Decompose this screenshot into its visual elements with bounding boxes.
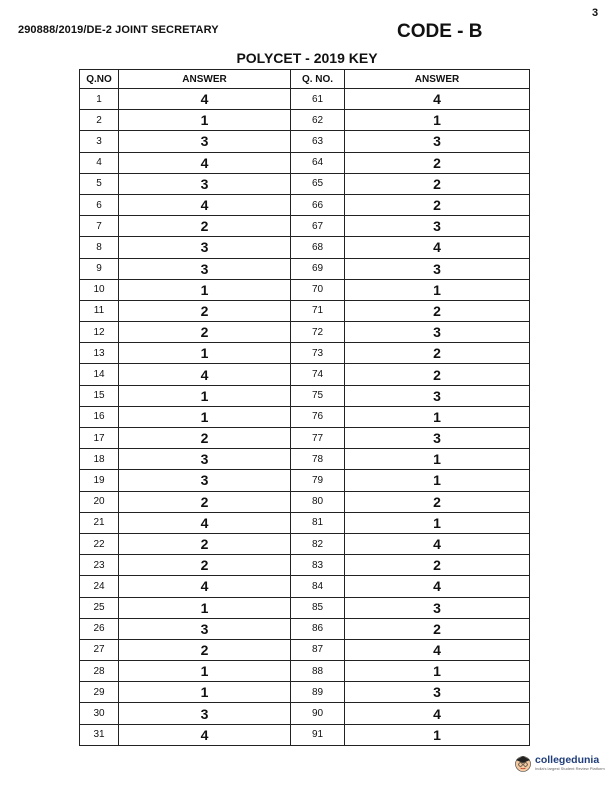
- question-number: 27: [80, 639, 119, 660]
- answer-value: 4: [119, 364, 291, 385]
- question-number: 75: [291, 385, 345, 406]
- question-number: 81: [291, 512, 345, 533]
- answer-value: 3: [119, 258, 291, 279]
- question-number: 31: [80, 724, 119, 745]
- table-row: [80, 597, 530, 618]
- answer-value: 3: [119, 237, 291, 258]
- question-number: 78: [291, 449, 345, 470]
- table-row: [80, 449, 530, 470]
- answer-value: 3: [345, 216, 530, 237]
- table-row: [80, 385, 530, 406]
- answer-value: 2: [345, 173, 530, 194]
- question-number: 5: [80, 173, 119, 194]
- answer-value: 2: [119, 300, 291, 321]
- answer-value: 2: [345, 555, 530, 576]
- answer-value: 1: [119, 597, 291, 618]
- officer-designation: JOINT SECRETARY: [115, 24, 219, 36]
- answer-value: 2: [345, 194, 530, 215]
- question-number: 71: [291, 300, 345, 321]
- question-number: 87: [291, 639, 345, 660]
- answer-value: 1: [119, 406, 291, 427]
- table-row: [80, 258, 530, 279]
- watermark-text: [535, 755, 605, 771]
- answer-value: 2: [119, 322, 291, 343]
- answer-value: 1: [345, 279, 530, 300]
- table-row: [80, 576, 530, 597]
- question-number: 69: [291, 258, 345, 279]
- table-row: [80, 279, 530, 300]
- answer-value: 1: [119, 385, 291, 406]
- question-number: 77: [291, 428, 345, 449]
- answer-value: 1: [345, 470, 530, 491]
- question-number: 82: [291, 533, 345, 554]
- question-number: 28: [80, 661, 119, 682]
- question-number: 89: [291, 682, 345, 703]
- answer-value: 1: [119, 682, 291, 703]
- question-number: 86: [291, 618, 345, 639]
- answer-value: 3: [345, 258, 530, 279]
- column-header-answer-left: ANSWER: [119, 70, 291, 89]
- answer-value: 3: [119, 470, 291, 491]
- column-header-qno-right: Q. NO.: [291, 70, 345, 89]
- table-row: [80, 512, 530, 533]
- table-row: [80, 152, 530, 173]
- table-row: [80, 428, 530, 449]
- page-title: [0, 50, 612, 66]
- answer-value: 4: [119, 724, 291, 745]
- collegedunia-mascot-icon: [514, 754, 532, 772]
- question-number: 62: [291, 110, 345, 131]
- answer-value: 1: [119, 110, 291, 131]
- question-number: 61: [291, 89, 345, 110]
- answer-value: 1: [345, 406, 530, 427]
- table-row: [80, 470, 530, 491]
- answer-value: 2: [119, 491, 291, 512]
- answer-value: 4: [119, 512, 291, 533]
- question-number: 23: [80, 555, 119, 576]
- table-row: [80, 555, 530, 576]
- question-number: 11: [80, 300, 119, 321]
- question-number: 19: [80, 470, 119, 491]
- question-number: 6: [80, 194, 119, 215]
- question-number: 15: [80, 385, 119, 406]
- answer-value: 1: [345, 110, 530, 131]
- question-number: 79: [291, 470, 345, 491]
- watermark: [514, 754, 605, 772]
- page-number: 3: [592, 7, 599, 19]
- table-row: [80, 173, 530, 194]
- answer-value: 3: [119, 449, 291, 470]
- table-row: [80, 661, 530, 682]
- question-number: 24: [80, 576, 119, 597]
- question-number: 4: [80, 152, 119, 173]
- question-number: 88: [291, 661, 345, 682]
- question-number: 14: [80, 364, 119, 385]
- question-number: 68: [291, 237, 345, 258]
- question-number: 80: [291, 491, 345, 512]
- answer-value: 3: [345, 322, 530, 343]
- question-number: 10: [80, 279, 119, 300]
- question-number: 13: [80, 343, 119, 364]
- question-number: 26: [80, 618, 119, 639]
- question-number: 91: [291, 724, 345, 745]
- question-number: 70: [291, 279, 345, 300]
- answer-value: 4: [119, 194, 291, 215]
- answer-value: 1: [119, 279, 291, 300]
- table-row: [80, 724, 530, 745]
- table-row: [80, 618, 530, 639]
- answer-value: 4: [345, 237, 530, 258]
- answer-value: 2: [345, 364, 530, 385]
- table-row: [80, 110, 530, 131]
- column-header-qno-left: Q.NO: [80, 70, 119, 89]
- table-row: [80, 131, 530, 152]
- answer-value: 4: [345, 703, 530, 724]
- question-number: 18: [80, 449, 119, 470]
- answer-value: 2: [345, 618, 530, 639]
- answer-value: 1: [119, 343, 291, 364]
- answer-value: 2: [345, 491, 530, 512]
- table-row: [80, 194, 530, 215]
- table-row: [80, 639, 530, 660]
- question-number: 90: [291, 703, 345, 724]
- table-header-row: [80, 70, 530, 89]
- question-number: 76: [291, 406, 345, 427]
- answer-value: 2: [119, 639, 291, 660]
- answer-value: 1: [345, 449, 530, 470]
- question-number: 12: [80, 322, 119, 343]
- question-number: 83: [291, 555, 345, 576]
- question-number: 17: [80, 428, 119, 449]
- question-number: 21: [80, 512, 119, 533]
- answer-value: 4: [119, 576, 291, 597]
- table-row: [80, 237, 530, 258]
- question-number: 74: [291, 364, 345, 385]
- question-number: 20: [80, 491, 119, 512]
- paper-code: CODE - B: [397, 21, 483, 42]
- answer-key-table: [79, 69, 530, 746]
- question-number: 85: [291, 597, 345, 618]
- answer-value: 4: [345, 533, 530, 554]
- document-reference: [18, 24, 219, 36]
- answer-value: 2: [345, 300, 530, 321]
- question-number: 66: [291, 194, 345, 215]
- key-title: POLYCET - 2019 KEY: [236, 50, 378, 66]
- table-row: [80, 406, 530, 427]
- answer-value: 3: [345, 597, 530, 618]
- question-number: 30: [80, 703, 119, 724]
- question-number: 3: [80, 131, 119, 152]
- answer-value: 3: [345, 385, 530, 406]
- question-number: 25: [80, 597, 119, 618]
- question-number: 7: [80, 216, 119, 237]
- answer-value: 1: [119, 661, 291, 682]
- question-number: 67: [291, 216, 345, 237]
- answer-value: 3: [119, 173, 291, 194]
- table-row: [80, 364, 530, 385]
- answer-value: 1: [345, 661, 530, 682]
- answer-value: 2: [119, 428, 291, 449]
- answer-value: 3: [119, 131, 291, 152]
- table-row: [80, 703, 530, 724]
- answer-value: 4: [119, 89, 291, 110]
- answer-value: 4: [119, 152, 291, 173]
- answer-value: 3: [119, 618, 291, 639]
- answer-value: 2: [119, 555, 291, 576]
- table-row: [80, 533, 530, 554]
- question-number: 29: [80, 682, 119, 703]
- question-number: 84: [291, 576, 345, 597]
- question-number: 1: [80, 89, 119, 110]
- answer-key-body: [80, 89, 530, 746]
- table-row: [80, 216, 530, 237]
- answer-value: 1: [345, 512, 530, 533]
- answer-value: 3: [119, 703, 291, 724]
- question-number: 72: [291, 322, 345, 343]
- question-number: 22: [80, 533, 119, 554]
- table-row: [80, 491, 530, 512]
- answer-value: 4: [345, 576, 530, 597]
- answer-value: 3: [345, 682, 530, 703]
- answer-value: 3: [345, 131, 530, 152]
- answer-value: 4: [345, 89, 530, 110]
- answer-value: 1: [345, 724, 530, 745]
- question-number: 73: [291, 343, 345, 364]
- answer-value: 4: [345, 639, 530, 660]
- question-number: 16: [80, 406, 119, 427]
- table-row: [80, 89, 530, 110]
- table-row: [80, 343, 530, 364]
- table-row: [80, 300, 530, 321]
- question-number: 9: [80, 258, 119, 279]
- table-row: [80, 322, 530, 343]
- answer-value: 2: [345, 343, 530, 364]
- column-header-answer-right: ANSWER: [345, 70, 530, 89]
- question-number: 64: [291, 152, 345, 173]
- watermark-tagline: India's largest Student Review Platform: [535, 766, 605, 771]
- answer-value: 2: [119, 533, 291, 554]
- watermark-name: collegedunia: [535, 754, 600, 766]
- table-row: [80, 682, 530, 703]
- question-number: 2: [80, 110, 119, 131]
- answer-value: 2: [345, 152, 530, 173]
- question-number: 8: [80, 237, 119, 258]
- answer-value: 3: [345, 428, 530, 449]
- answer-value: 2: [119, 216, 291, 237]
- question-number: 63: [291, 131, 345, 152]
- file-number: 290888/2019/DE-2: [18, 24, 112, 36]
- question-number: 65: [291, 173, 345, 194]
